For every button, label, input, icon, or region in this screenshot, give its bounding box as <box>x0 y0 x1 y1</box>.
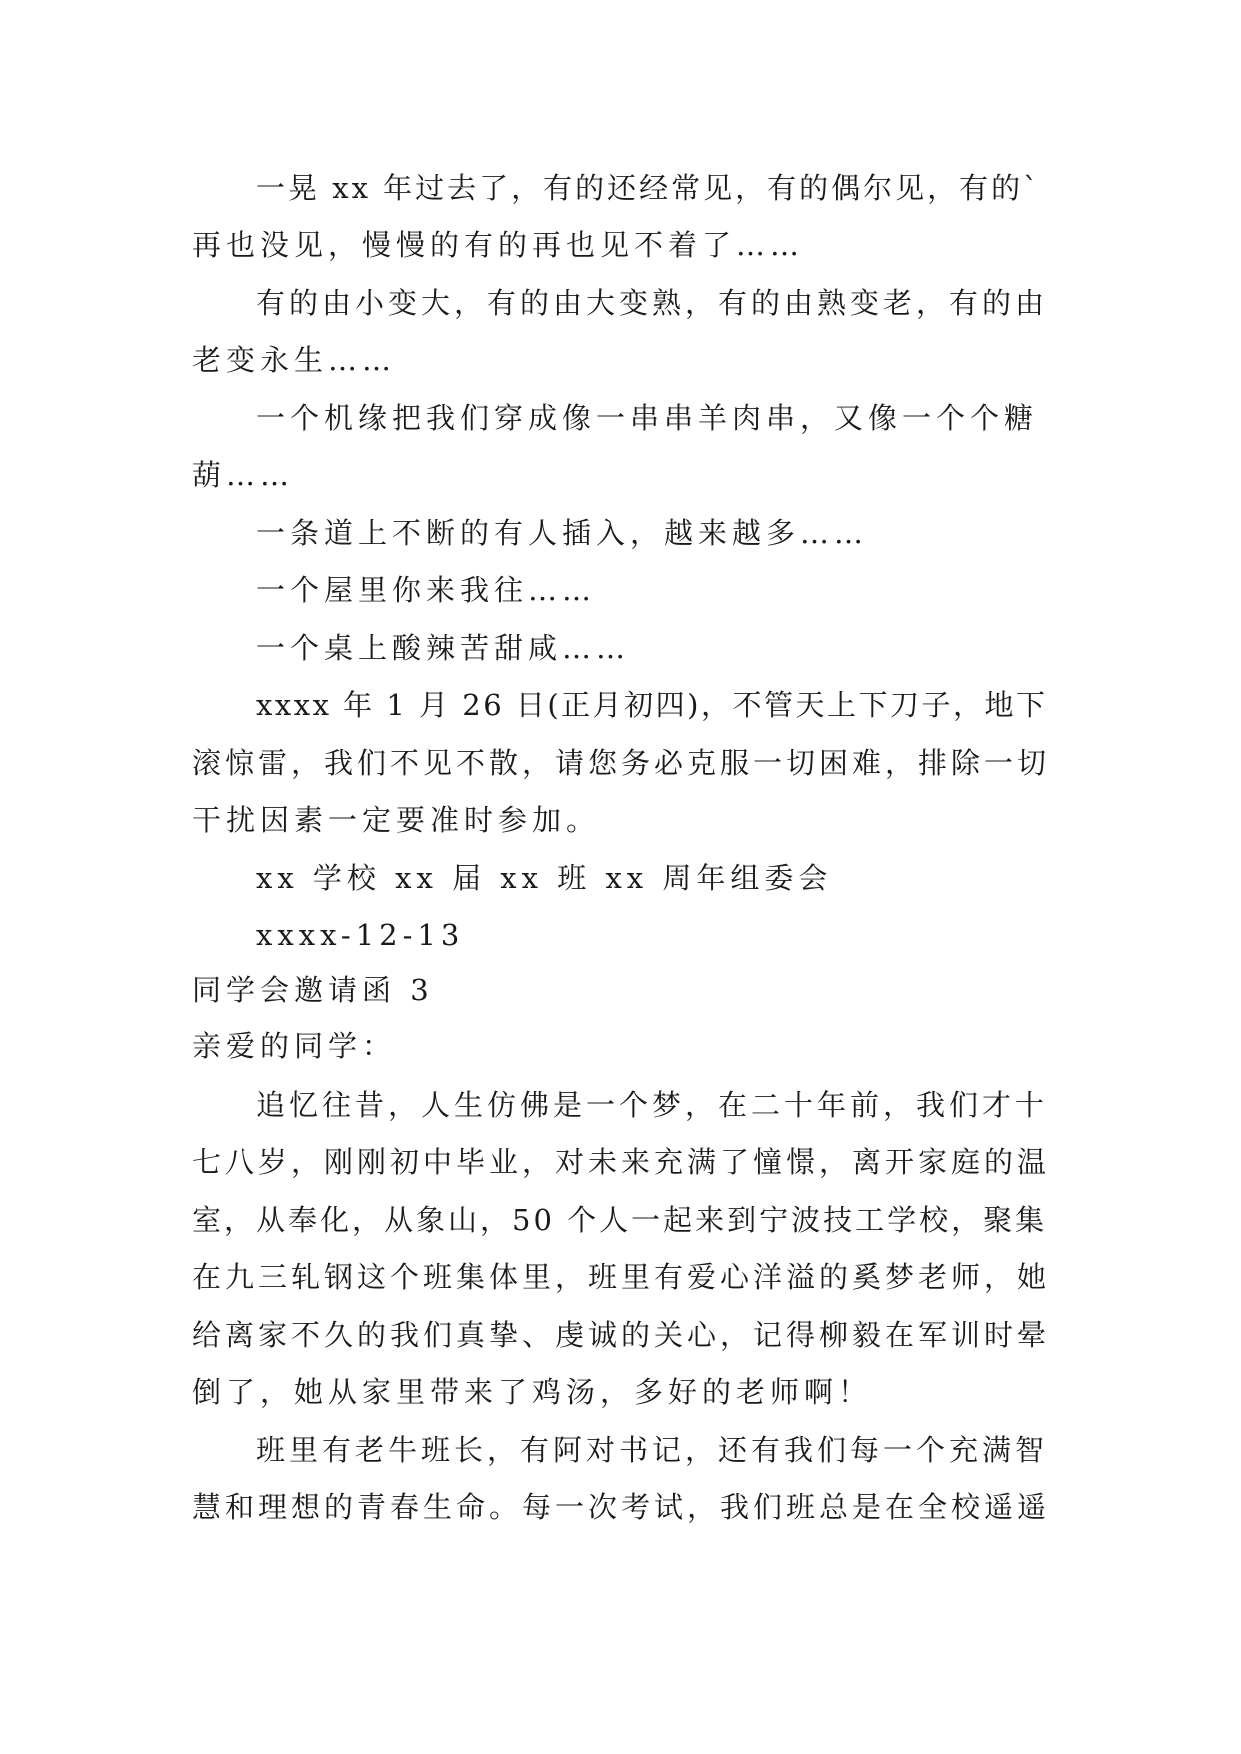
paragraph-line: 给离家不久的我们真挚、虔诚的关心，记得柳毅在军训时晕 <box>192 1318 1051 1352</box>
paragraph-line: 在九三轧钢这个班集体里，班里有爱心洋溢的奚梦老师，她 <box>192 1260 1051 1294</box>
paragraph-line: 慧和理想的青春生命。每一次考试，我们班总是在全校遥遥 <box>192 1490 1051 1524</box>
paragraph-line: 干扰因素一定要准时参加。 <box>192 803 601 837</box>
signature-date: xxxx-12-13 <box>256 918 465 952</box>
paragraph-line: 一条道上不断的有人插入，越来越多…… <box>256 516 869 550</box>
signature-organizer: xx 学校 xx 届 xx 班 xx 周年组委会 <box>256 861 833 895</box>
paragraph-line: 有的由小变大，有的由大变熟，有的由熟变老，有的由 <box>256 286 1049 320</box>
paragraph-line: 一个机缘把我们穿成像一串串羊肉串，又像一个个糖 <box>256 401 1039 435</box>
paragraph-line: 葫…… <box>192 458 295 492</box>
section-heading: 同学会邀请函 3 <box>192 973 434 1007</box>
paragraph-line: 一晃 xx 年过去了，有的还经常见，有的偶尔见，有的` <box>256 171 1041 205</box>
paragraph-line: 班里有老牛班长，有阿对书记，还有我们每一个充满智 <box>256 1433 1049 1467</box>
salutation: 亲爱的同学： <box>192 1029 397 1063</box>
paragraph-line: 一个屋里你来我往…… <box>256 573 597 607</box>
paragraph-line: 再也没见，慢慢的有的再也见不着了…… <box>192 228 805 262</box>
paragraph-line: xxxx 年 1 月 26 日(正月初四)，不管天上下刀子，地下 <box>256 688 1048 722</box>
paragraph-line: 老变永生…… <box>192 343 397 377</box>
paragraph-line: 室，从奉化，从象山，50 个人一起来到宁波技工学校，聚集 <box>192 1203 1048 1237</box>
paragraph-line: 七八岁，刚刚初中毕业，对未来充满了憧憬，离开家庭的温 <box>192 1145 1051 1179</box>
paragraph-line: 倒了，她从家里带来了鸡汤，多好的老师啊！ <box>192 1375 873 1409</box>
paragraph-line: 追忆往昔，人生仿佛是一个梦，在二十年前，我们才十 <box>256 1088 1049 1122</box>
paragraph-line: 一个桌上酸辣苦甜咸…… <box>256 631 631 665</box>
paragraph-line: 滚惊雷，我们不见不散，请您务必克服一切困难，排除一切 <box>192 746 1051 780</box>
